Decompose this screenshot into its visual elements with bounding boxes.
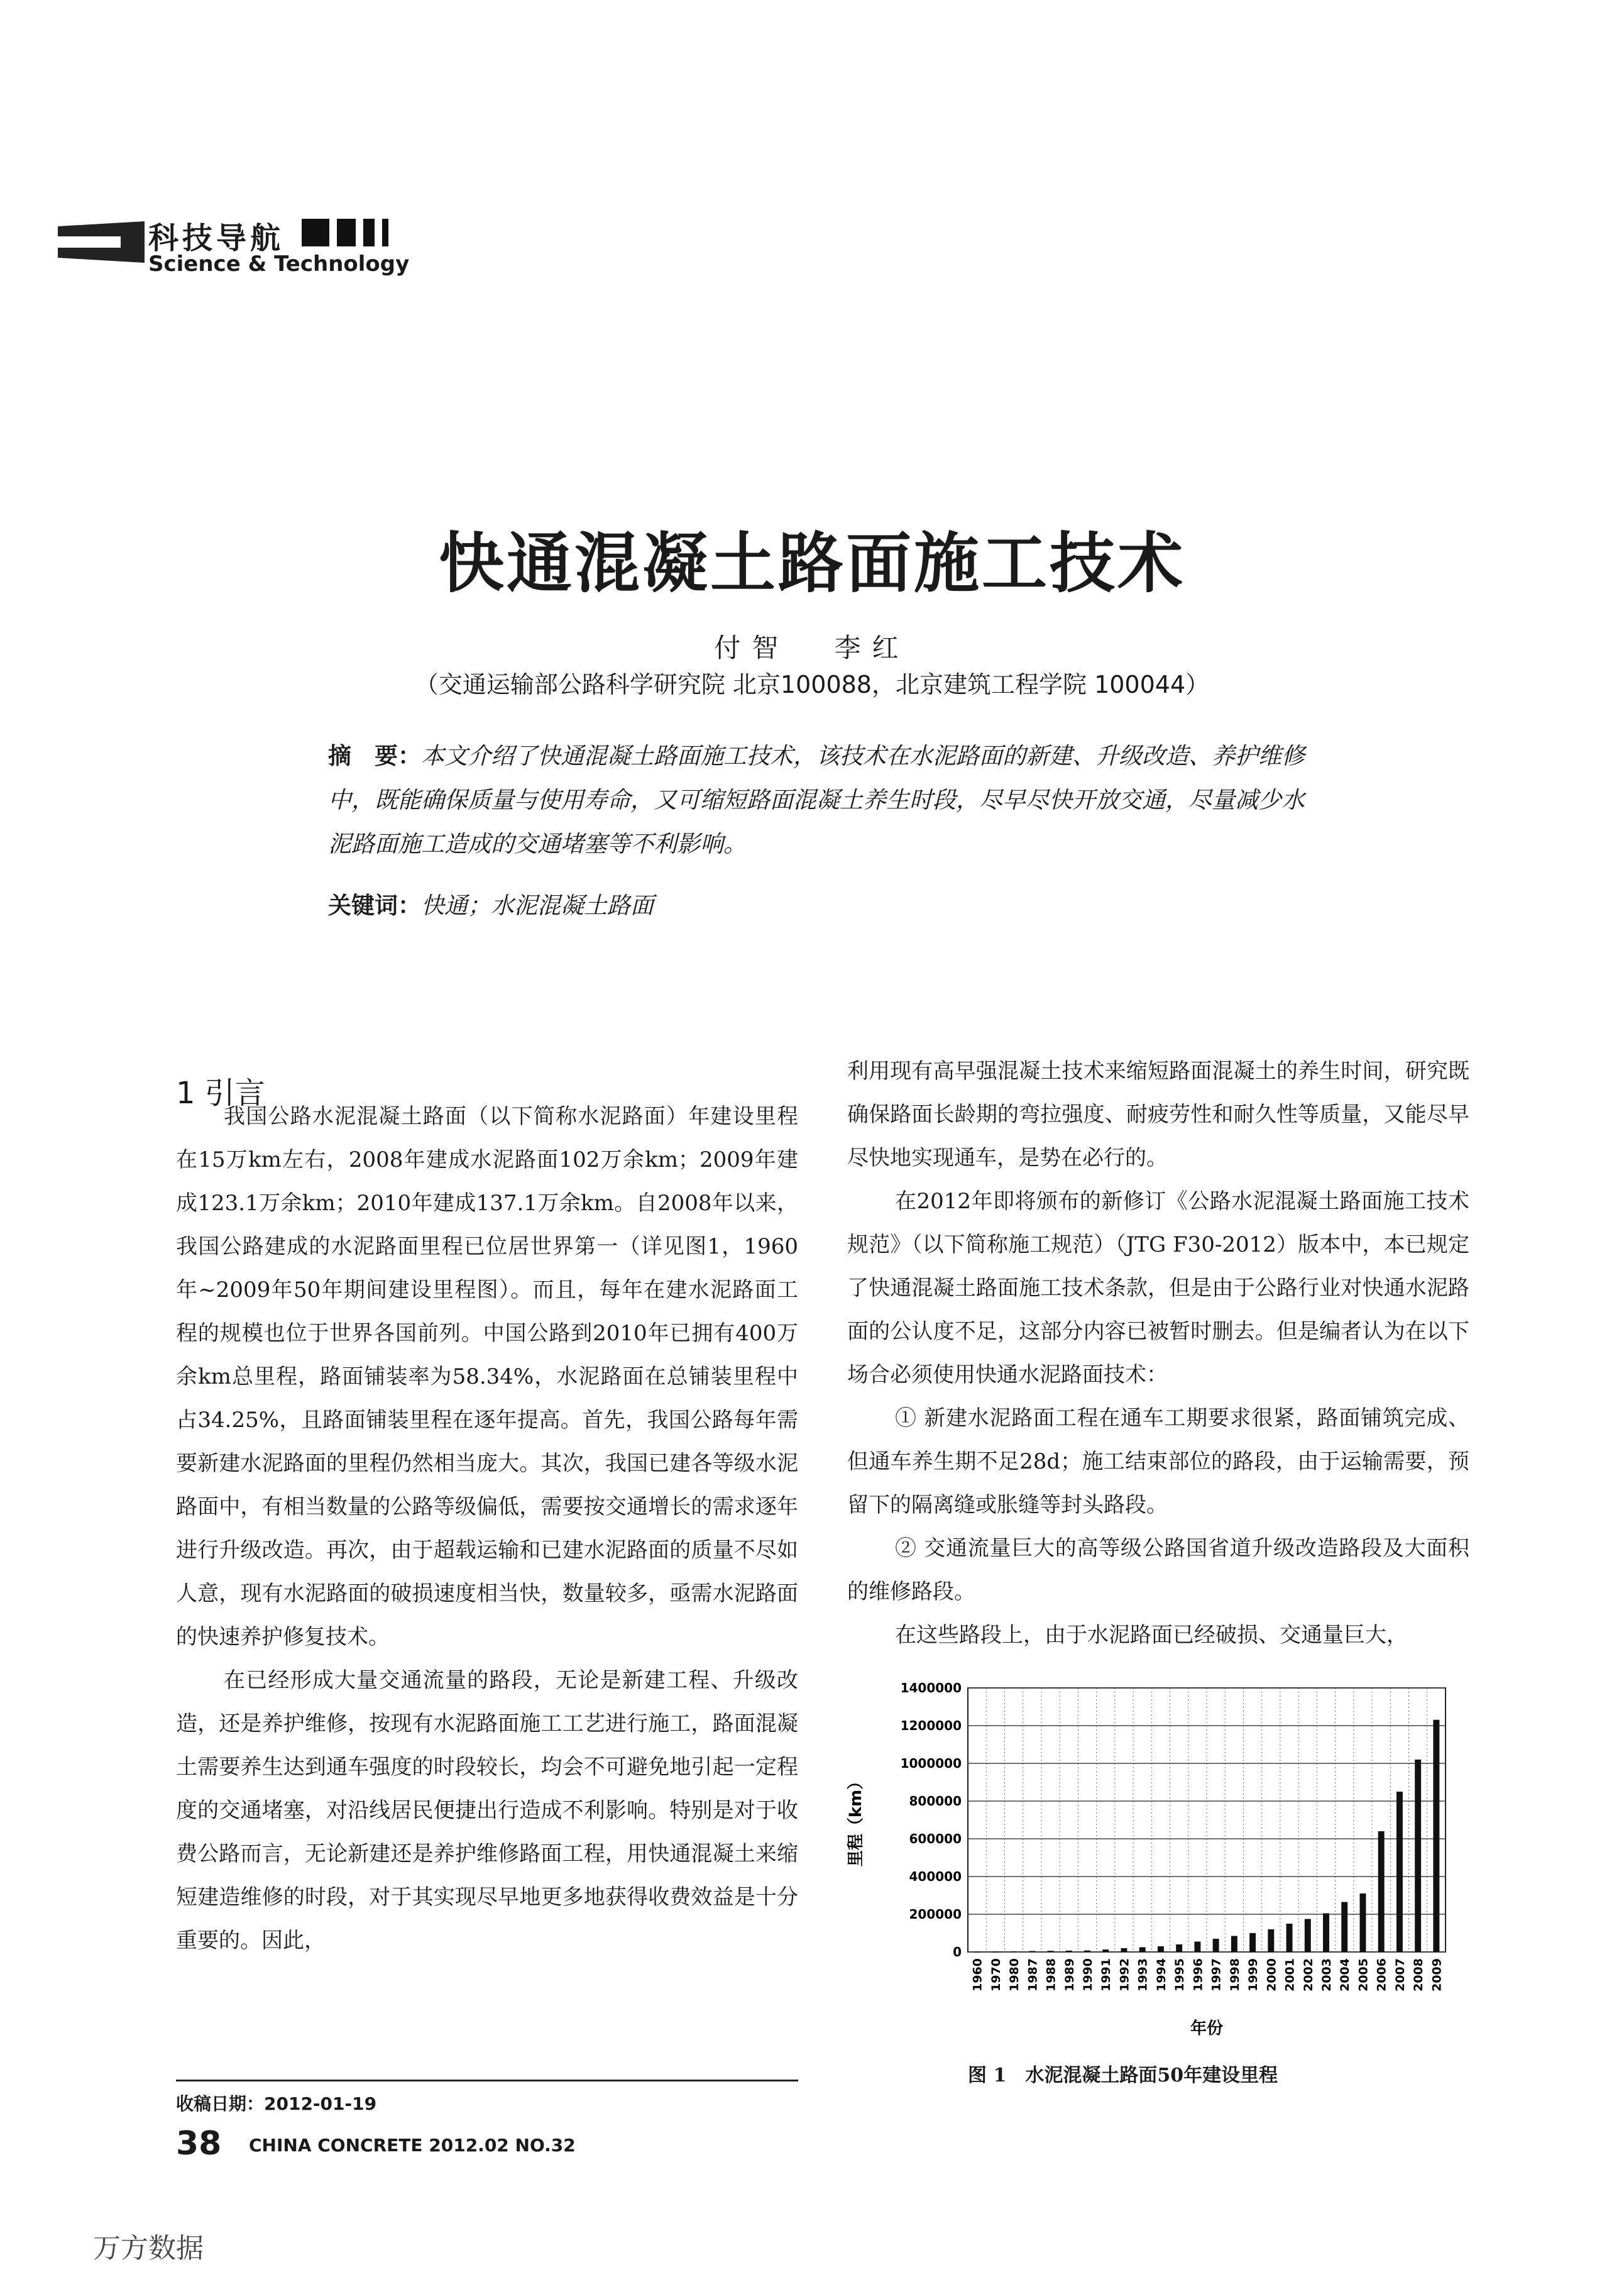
x-tick-label: 2007 [1393,1958,1407,1992]
y-tick-label: 600000 [909,1831,962,1846]
y-tick-label: 400000 [909,1869,962,1884]
y-tick-label: 1400000 [900,1680,962,1695]
footnote-divider [176,2080,798,2081]
x-tick-label: 1998 [1227,1958,1242,1992]
x-tick-label: 1995 [1173,1958,1187,1992]
paragraph: 在2012年即将颁布的新修订《公路水泥混凝土路面施工技术规范》（以下简称施工规范）（JTG F30-2012）版本中，本已规定了快通混凝土路面施工技术条款，但是由于公路行业对快通水泥路面的公认度不足，这部分内容已被暂时删去。但是编者认为在以下场合必须使用快通水泥路面技术： [847,1189,1469,1387]
y-tick-label: 1200000 [900,1718,962,1733]
y-tick-label: 1000000 [900,1756,962,1771]
abstract-label: 摘 要： [328,742,421,769]
bar [974,1952,980,1953]
x-tick-label: 1999 [1246,1958,1261,1992]
x-tick-label: 1990 [1081,1958,1095,1992]
article-title: 快通混凝土路面施工技术 [438,525,1185,602]
bar [1213,1939,1219,1952]
x-tick-label: 1994 [1154,1958,1168,1992]
received-date: 收稿日期：2012-01-19 [176,2093,377,2114]
abstract [328,734,1327,866]
bar [1249,1933,1256,1952]
section-heading: 1 引言 [176,1076,265,1111]
left-column [176,1095,798,1963]
bar [1029,1951,1035,1953]
page-number: 38 [176,2125,222,2163]
bar [1066,1951,1072,1952]
y-tick-label: 200000 [909,1907,962,1922]
abstract-text: 本文介绍了快通混凝土路面施工技术，该技术在水泥路面的新建、升级改造、养护维修中，既能确保质量与使用寿命，又可缩短路面混凝土养生时段，尽早尽快开放交通，尽量减少水泥路面施工造成的交通堵塞等不利影响。 [328,742,1305,857]
bar [1158,1946,1164,1952]
bar [1139,1948,1146,1953]
bar [1048,1951,1054,1952]
section-label-cn: 科技导航 [148,221,285,256]
bar [1194,1942,1200,1953]
x-tick-label: 2009 [1430,1958,1444,1992]
paragraph: 我国公路水泥混凝土路面（以下简称水泥路面）年建设里程在15万km左右，2008年建成水泥路面102万余km；2009年建成123.1万余km；2010年建成137.1万余km。自2008年以来，我国公路建成的水泥路面里程已位居世界第一（详见图1，1960年~2009年50年期间建设里程图）。而且，每年在建水泥路面工程的规模也位于世界各国前列。中国公路到2010年已拥有400万余km总里程，路面铺装率为58.34%，水泥路面在总铺装里程中占34.25%，且路面铺装里程在逐年提高。首先，我国公路每年需要新建水泥路面的里程仍然相当庞大。其次，我国已建各等级水泥路面中，有相当数量的公路等级偏低，需要按交通增长的需求逐年进行升级改造。再次，由于超载运输和已建水泥路面的质量不尽如人意，现有水泥路面的破损速度相当快，数量较多，亟需水泥路面的快速养护修复技术。 [176,1104,798,1650]
x-tick-label: 1970 [989,1958,1003,1992]
y-tick-label: 800000 [909,1794,962,1809]
bar [1323,1914,1329,1953]
bar [1268,1929,1274,1952]
bar [1415,1760,1421,1952]
keywords-label: 关键词： [328,892,421,919]
bar [1396,1792,1403,1952]
keywords [328,886,654,920]
figure-caption: 图 1 水泥混凝土路面50年建设里程 [968,2064,1278,2086]
bar [1433,1720,1439,1952]
x-tick-label: 2004 [1338,1958,1352,1992]
x-tick-label: 1996 [1191,1958,1205,1992]
bar [992,1952,999,1953]
bar [1011,1951,1017,1952]
y-tick-label: 0 [953,1944,962,1960]
x-tick-label: 1992 [1117,1958,1132,1992]
watermark: 万方数据 [93,2232,204,2264]
x-tick-label: 1960 [970,1958,985,1992]
x-tick-label: 1980 [1007,1958,1022,1992]
article-authors: 付智 李红 [714,632,910,663]
x-axis-label: 年份 [1190,2019,1224,2038]
x-tick-label: 2003 [1320,1958,1334,1992]
x-tick-label: 1988 [1044,1958,1058,1992]
bar [1341,1902,1347,1953]
x-tick-label: 2008 [1412,1958,1426,1992]
x-tick-label: 2000 [1265,1958,1279,1992]
article-affiliation: （交通运输部公路科学研究院 北京100088，北京建筑工程学院 100044） [414,671,1210,698]
x-tick-label: 2006 [1374,1958,1389,1992]
mileage-bar-chart [842,1663,1471,2053]
section-logo-icon [58,221,145,263]
paragraph: 在这些路段上，由于水泥路面已经破损、交通量巨大， [895,1623,1408,1648]
bar [1121,1948,1127,1952]
section-label-blocks [302,219,396,246]
paragraph: ② 交通流量巨大的高等级公路国省道升级改造路段及大面积的维修路段。 [847,1536,1469,1604]
bar [1176,1944,1182,1952]
paragraph: 在已经形成大量交通流量的路段，无论是新建工程、升级改造，还是养护维修，按现有水泥路面施工工艺进行施工，路面混凝土需要养生达到通车强度的时段较长，均会不可避免地引起一定程度的交通堵塞，对沿线居民便捷出行造成不利影响。特别是对于收费公路而言，无论新建还是养护维修路面工程，用快通混凝土来缩短建造维修的时段，对于其实现尽早地更多地获得收费效益是十分重要的。因此， [176,1668,798,1953]
x-tick-label: 1989 [1062,1958,1077,1992]
bar [1359,1893,1366,1952]
x-tick-label: 1991 [1099,1958,1114,1992]
x-tick-label: 2002 [1301,1958,1315,1992]
bar [1378,1831,1385,1952]
paragraph: 利用现有高早强混凝土技术来缩短路面混凝土的养生时间，研究既确保路面长龄期的弯拉强度、耐疲劳性和耐久性等质量，又能尽早尽快地实现通车，是势在必行的。 [847,1059,1469,1171]
x-tick-label: 1987 [1026,1958,1040,1992]
bar [1231,1936,1237,1953]
y-axis-label: 里程（km） [847,1773,865,1867]
x-tick-label: 1997 [1209,1958,1224,1992]
keywords-text: 快通；水泥混凝土路面 [421,892,654,919]
x-tick-label: 2001 [1283,1958,1297,1992]
bar [1287,1924,1293,1952]
section-label-en: Science & Technology [148,251,410,277]
bar [1102,1949,1109,1952]
x-tick-label: 1993 [1136,1958,1150,1992]
right-column [847,1050,1469,1657]
paragraph: ① 新建水泥路面工程在通车工期要求很紧，路面铺筑完成、但通车养生期不足28d；施工结束部位的路段，由于运输需要，预留下的隔离缝或胀缝等封头路段。 [847,1406,1469,1518]
bar [1305,1919,1311,1953]
x-tick-label: 2005 [1356,1958,1371,1992]
journal-info: CHINA CONCRETE 2012.02 NO.32 [249,2135,576,2156]
bar [1084,1951,1090,1952]
